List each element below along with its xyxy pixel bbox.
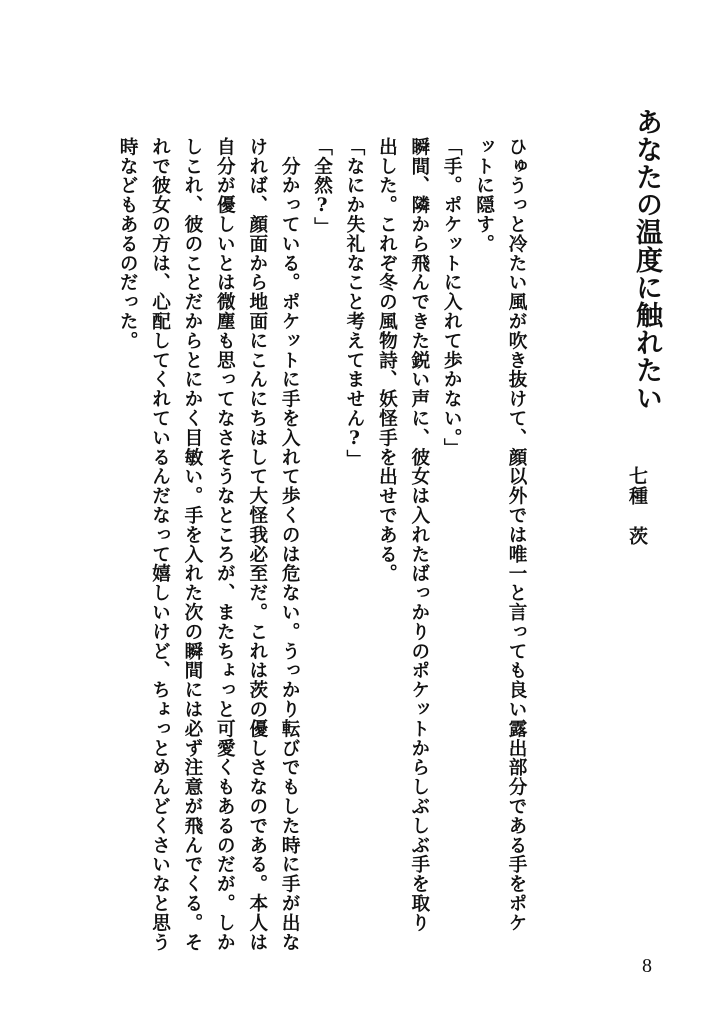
page-title: あなたの温度に触れたい [631, 108, 662, 412]
author-name: 七種 茨 [626, 466, 648, 546]
body-text: ひゅうっと冷たい風が吹き抜けて、顔以外では唯一と言っても良い露出部分である手をポケ ットに隠す。 「手。ポケットに入れて歩かない。」 瞬間、隣から飛んできた鋭い声に、彼女は入れたばっかりのポケットからしぶしぶ手を取り 出した。これぞ冬の風物詩、妖怪手を出せである。 「なにか失礼なこと考えてません?」 「全然?」 分かっている。ポケットに手を入れて歩くのは危ない。うっかり転びでもした時に手が出な ければ、顔面から地面にこんにちはして大怪我必至だ。これは茨の優しさなのである。本人は 自分が優しいとは微塵も思ってなさそうなところが、またちょっと可愛くもあるのだが。しか しこれ、彼のことだからとにかく目敏い。手を入れた次の瞬間には必ず注意が飛んでくる。そ れで彼女の方は、心配してくれているんだなって嬉しいけど、ちょっとめんどくさいなと思う 時などもあるのだった。 [117, 137, 527, 952]
page-number: 8 [642, 955, 652, 977]
